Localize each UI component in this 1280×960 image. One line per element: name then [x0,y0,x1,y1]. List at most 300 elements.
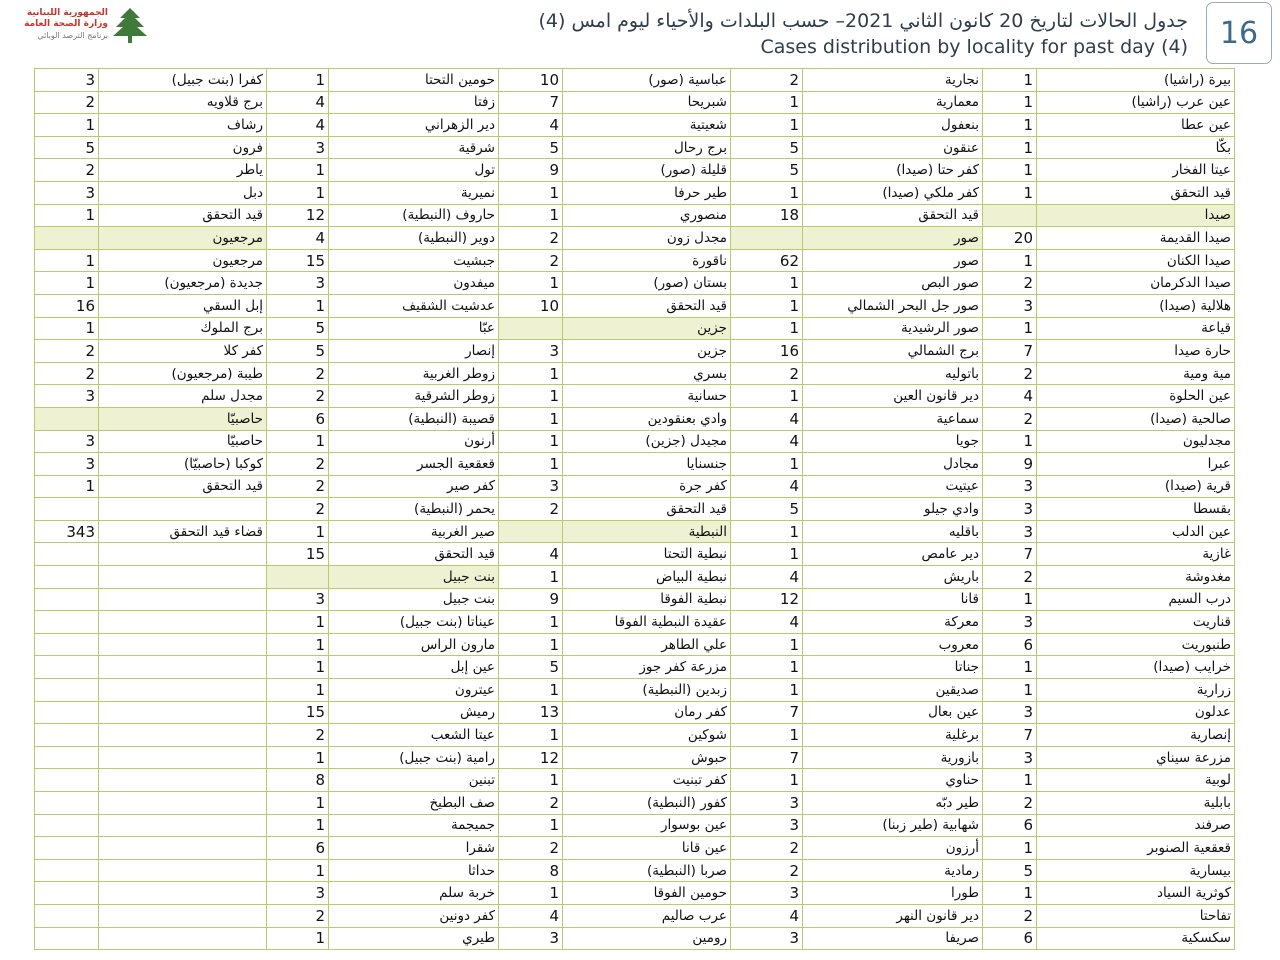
locality-cell: جناتا [803,656,983,679]
locality-cell: قياعة [1037,317,1235,340]
locality-cell: قيد التحقق [329,543,499,566]
case-count-cell: 1 [267,430,329,453]
locality-cell: قيد التحقق [99,204,267,227]
locality-cell [99,633,267,656]
locality-cell: عين إبل [329,656,499,679]
locality-cell: ميفدون [329,272,499,295]
locality-cell: حناوي [803,769,983,792]
case-count-cell: 1 [267,69,329,92]
locality-cell: قيد التحقق [1037,181,1235,204]
locality-cell [99,543,267,566]
locality-cell: مية ومية [1037,362,1235,385]
locality-cell: كفر تبنيت [563,769,731,792]
case-count-cell: 7 [983,543,1037,566]
locality-cell: منصوري [563,204,731,227]
case-count-cell [499,317,563,340]
ministry-logo [10,4,150,44]
locality-cell: دير قانون النهر [803,904,983,927]
case-count-cell: 16 [35,294,99,317]
case-count-cell: 2 [499,227,563,250]
case-count-cell: 12 [267,204,329,227]
locality-cell: صف البطيخ [329,792,499,815]
locality-cell: كفر دونين [329,904,499,927]
table-row [35,859,1235,882]
locality-cell: زبدين (النبطية) [563,679,731,702]
locality-cell: كفر حتا (صيدا) [803,159,983,182]
case-count-cell: 1 [983,769,1037,792]
locality-cell: وادي جيلو [803,498,983,521]
locality-cell: باقليه [803,520,983,543]
case-count-cell: 2 [983,792,1037,815]
locality-cell: خربة سلم [329,882,499,905]
locality-cell: قيد التحقق [563,498,731,521]
table-row [35,498,1235,521]
locality-cell: صور [803,249,983,272]
case-count-cell: 3 [731,927,803,950]
locality-cell: معركة [803,611,983,634]
locality-cell: عباسية (صور) [563,69,731,92]
case-count-cell [35,927,99,950]
logo-line-2: وزارة الصحة العامة [24,19,108,29]
case-count-cell: 9 [499,159,563,182]
locality-cell: عيتيت [803,475,983,498]
locality-cell: كفر صير [329,475,499,498]
locality-cell: قيد التحقق [99,475,267,498]
locality-cell: صيدا الكنان [1037,249,1235,272]
case-count-cell: 2 [35,91,99,114]
locality-cell: مجادل [803,453,983,476]
case-count-cell: 3 [731,792,803,815]
locality-cell: بيسارية [1037,859,1235,882]
table-row [35,430,1235,453]
table-row [35,701,1235,724]
locality-cell: كفر رمان [563,701,731,724]
table-row [35,543,1235,566]
table-row [35,317,1235,340]
case-count-cell: 1 [35,317,99,340]
locality-cell: حومين التحتا [329,69,499,92]
case-count-cell: 3 [731,882,803,905]
locality-cell: ياطر [99,159,267,182]
case-count-cell: 1 [983,317,1037,340]
locality-cell: باريش [803,566,983,589]
locality-cell: قانا [803,588,983,611]
case-count-cell: 1 [267,814,329,837]
case-count-cell: 1 [35,272,99,295]
table-row [35,204,1235,227]
case-count-cell: 7 [983,724,1037,747]
case-count-cell [35,769,99,792]
locality-cell: طير دبّه [803,792,983,815]
case-count-cell: 1 [499,633,563,656]
case-count-cell: 12 [499,746,563,769]
table-row [35,114,1235,137]
case-count-cell: 1 [983,159,1037,182]
case-count-cell: 4 [731,566,803,589]
case-count-cell: 1 [499,769,563,792]
table-row [35,904,1235,927]
case-count-cell: 1 [731,453,803,476]
locality-cell: برج الشمالي [803,340,983,363]
locality-cell: طير حرفا [563,181,731,204]
case-count-cell: 9 [499,588,563,611]
case-count-cell: 6 [267,407,329,430]
locality-cell: غازية [1037,543,1235,566]
case-count-cell: 5 [499,136,563,159]
table-row [35,227,1235,250]
locality-cell: برج الملوك [99,317,267,340]
page-number-badge [1206,2,1272,64]
locality-cell: صير الغربية [329,520,499,543]
locality-cell: كوثرية السياد [1037,882,1235,905]
case-count-cell: 1 [267,520,329,543]
locality-cell: شرقية [329,136,499,159]
locality-cell: معمارية [803,91,983,114]
case-count-cell: 3 [983,475,1037,498]
locality-cell [99,498,267,521]
case-count-cell: 1 [267,181,329,204]
locality-cell: مجدليون [1037,430,1235,453]
locality-cell: صور الرشيدية [803,317,983,340]
case-count-cell: 2 [267,904,329,927]
case-count-cell: 3 [267,882,329,905]
case-count-cell: 2 [499,249,563,272]
table-row [35,588,1235,611]
case-count-cell: 8 [499,859,563,882]
locality-cell [99,927,267,950]
case-count-cell: 1 [983,181,1037,204]
table-row [35,792,1235,815]
case-count-cell: 1 [499,724,563,747]
locality-cell: هلالية (صيدا) [1037,294,1235,317]
locality-cell: دير عامص [803,543,983,566]
case-count-cell: 18 [731,204,803,227]
case-count-cell: 2 [267,385,329,408]
case-count-cell [35,814,99,837]
locality-cell: صور البص [803,272,983,295]
locality-cell: مزرعة كفر جوز [563,656,731,679]
locality-cell: بابلية [1037,792,1235,815]
locality-cell: كفر ملكي (صيدا) [803,181,983,204]
case-count-cell: 3 [731,814,803,837]
locality-cell: جويا [803,430,983,453]
locality-cell: رميش [329,701,499,724]
case-count-cell: 3 [267,588,329,611]
case-count-cell: 2 [267,724,329,747]
locality-cell [99,882,267,905]
locality-cell [99,837,267,860]
locality-cell [99,769,267,792]
locality-cell: خرايب (صيدا) [1037,656,1235,679]
case-count-cell: 343 [35,520,99,543]
case-count-cell [35,227,99,250]
case-count-cell: 4 [731,407,803,430]
case-count-cell: 5 [983,859,1037,882]
locality-cell: مارون الراس [329,633,499,656]
case-count-cell [35,679,99,702]
case-count-cell [35,882,99,905]
case-count-cell: 4 [731,904,803,927]
locality-cell: كوكبا (حاصبيّا) [99,453,267,476]
locality-cell: كفرا (بنت جبيل) [99,69,267,92]
case-count-cell: 3 [35,430,99,453]
case-count-cell [35,859,99,882]
case-count-cell: 1 [267,656,329,679]
case-count-cell: 2 [731,859,803,882]
case-count-cell: 1 [499,385,563,408]
locality-cell: طيري [329,927,499,950]
case-count-cell [499,520,563,543]
locality-cell: شوكين [563,724,731,747]
district-header-cell: صور [803,227,983,250]
locality-cell: بنعفول [803,114,983,137]
locality-cell: عرب صاليم [563,904,731,927]
cases-table [34,68,1235,950]
case-count-cell: 1 [499,272,563,295]
table-row [35,181,1235,204]
table-row [35,746,1235,769]
district-header-cell: صيدا [1037,204,1235,227]
case-count-cell: 1 [731,633,803,656]
locality-cell: معروب [803,633,983,656]
case-count-cell: 1 [267,611,329,634]
case-count-cell: 3 [499,927,563,950]
locality-cell: رامية (بنت جبيل) [329,746,499,769]
case-count-cell: 2 [983,272,1037,295]
locality-cell: بنت جبيل [329,588,499,611]
locality-cell: نبطية البياض [563,566,731,589]
locality-cell: بكّا [1037,136,1235,159]
case-count-cell: 5 [267,317,329,340]
page-number: 16 [1219,15,1259,51]
table-row [35,249,1235,272]
locality-cell: شبريحا [563,91,731,114]
case-count-cell: 1 [983,249,1037,272]
case-count-cell [35,566,99,589]
locality-cell: صرفند [1037,814,1235,837]
locality-cell [99,566,267,589]
case-count-cell: 1 [35,204,99,227]
case-count-cell: 1 [983,430,1037,453]
locality-cell: قضاء قيد التحقق [99,520,267,543]
case-count-cell: 1 [731,724,803,747]
locality-cell: قصيبة (النبطية) [329,407,499,430]
locality-cell: بسري [563,362,731,385]
locality-cell: فرون [99,136,267,159]
case-count-cell: 9 [983,453,1037,476]
locality-cell: مجدل سلم [99,385,267,408]
case-count-cell: 4 [499,904,563,927]
locality-cell: علي الطاهر [563,633,731,656]
case-count-cell: 10 [499,69,563,92]
case-count-cell: 1 [499,362,563,385]
case-count-cell: 1 [499,407,563,430]
case-count-cell: 5 [499,656,563,679]
locality-cell: عين قانا [563,837,731,860]
locality-cell [99,701,267,724]
locality-cell: عيناتا (بنت جبيل) [329,611,499,634]
case-count-cell: 16 [731,340,803,363]
case-count-cell [35,633,99,656]
table-row [35,837,1235,860]
locality-cell: برغلية [803,724,983,747]
case-count-cell [35,543,99,566]
locality-cell: تول [329,159,499,182]
locality-cell: دير الزهراني [329,114,499,137]
case-count-cell: 15 [267,701,329,724]
locality-cell: دوير (النبطية) [329,227,499,250]
case-count-cell: 1 [731,385,803,408]
table-row [35,340,1235,363]
case-count-cell: 3 [983,520,1037,543]
locality-cell: إنصار [329,340,499,363]
case-count-cell: 2 [731,362,803,385]
case-count-cell: 7 [499,91,563,114]
case-count-cell: 1 [983,656,1037,679]
case-count-cell: 1 [983,882,1037,905]
case-count-cell: 1 [731,520,803,543]
case-count-cell: 1 [267,746,329,769]
locality-cell: عين بعال [803,701,983,724]
locality-cell: جزين [563,340,731,363]
case-count-cell: 15 [267,543,329,566]
case-count-cell [731,227,803,250]
case-count-cell [267,566,329,589]
case-count-cell: 2 [983,566,1037,589]
logo-line-3: برنامج الترصد الوبائي [37,31,108,40]
locality-cell [99,746,267,769]
locality-cell: قعقعية الجسر [329,453,499,476]
case-count-cell: 1 [267,294,329,317]
locality-cell [99,814,267,837]
case-count-cell: 5 [35,136,99,159]
case-count-cell: 1 [499,453,563,476]
case-count-cell: 1 [35,249,99,272]
locality-cell: وادي بعنقودين [563,407,731,430]
locality-cell: لوبية [1037,769,1235,792]
case-count-cell: 2 [983,362,1037,385]
case-count-cell: 2 [267,453,329,476]
case-count-cell: 5 [731,136,803,159]
locality-cell: مجيدل (جزين) [563,430,731,453]
locality-cell: حبوش [563,746,731,769]
locality-cell: جديدة (مرجعيون) [99,272,267,295]
case-count-cell: 6 [983,633,1037,656]
case-count-cell: 3 [499,340,563,363]
locality-cell: كفور (النبطية) [563,792,731,815]
case-count-cell [35,588,99,611]
case-count-cell: 4 [499,114,563,137]
case-count-cell [35,701,99,724]
table-row [35,407,1235,430]
case-count-cell: 1 [267,159,329,182]
locality-cell [99,588,267,611]
case-count-cell [35,724,99,747]
locality-cell: حومين الفوقا [563,882,731,905]
locality-cell: صيدا القديمة [1037,227,1235,250]
case-count-cell: 5 [731,498,803,521]
case-count-cell: 7 [731,701,803,724]
locality-cell: برج قلاويه [99,91,267,114]
case-count-cell [35,904,99,927]
case-count-cell: 3 [499,475,563,498]
locality-cell: عدلون [1037,701,1235,724]
case-count-cell: 2 [267,498,329,521]
case-count-cell: 1 [731,679,803,702]
table-row [35,814,1235,837]
case-count-cell: 5 [731,159,803,182]
title-english: Cases distribution by locality for past day (4) [760,36,1188,58]
case-count-cell: 4 [731,430,803,453]
locality-cell: دير قانون العين [803,385,983,408]
case-count-cell: 1 [731,317,803,340]
case-count-cell: 6 [983,814,1037,837]
locality-cell: باتوليه [803,362,983,385]
table-row [35,656,1235,679]
case-count-cell: 3 [35,453,99,476]
case-count-cell: 1 [499,430,563,453]
case-count-cell: 2 [983,904,1037,927]
locality-cell: أرنون [329,430,499,453]
table-row [35,69,1235,92]
locality-cell: مرجعيون [99,249,267,272]
locality-cell [99,792,267,815]
locality-cell: عين الدلب [1037,520,1235,543]
locality-cell [99,859,267,882]
table-row [35,769,1235,792]
locality-cell: طورا [803,882,983,905]
locality-cell: نميرية [329,181,499,204]
case-count-cell: 4 [731,611,803,634]
locality-cell: صريفا [803,927,983,950]
case-count-cell: 1 [499,814,563,837]
table-row [35,272,1235,295]
locality-cell: عيتا الشعب [329,724,499,747]
case-count-cell: 10 [499,294,563,317]
locality-cell: عبرا [1037,453,1235,476]
locality-cell: قعقعية الصنوبر [1037,837,1235,860]
case-count-cell: 1 [267,859,329,882]
locality-cell: جبشيت [329,249,499,272]
locality-cell: بستان (صور) [563,272,731,295]
case-count-cell: 1 [731,656,803,679]
district-header-cell: النبطية [563,520,731,543]
locality-cell: عين عرب (راشيا) [1037,91,1235,114]
locality-cell: كفر كلا [99,340,267,363]
locality-cell: بازورية [803,746,983,769]
locality-cell: مجدل زون [563,227,731,250]
case-count-cell: 1 [267,927,329,950]
locality-cell: زرارية [1037,679,1235,702]
locality-cell: شقرا [329,837,499,860]
locality-cell: تبنين [329,769,499,792]
locality-cell: صديقين [803,679,983,702]
case-count-cell: 2 [35,362,99,385]
logo-text [20,8,108,41]
table-row [35,520,1235,543]
locality-cell: جنسنايا [563,453,731,476]
locality-cell: قليلة (صور) [563,159,731,182]
case-count-cell: 2 [267,362,329,385]
case-count-cell: 1 [731,114,803,137]
locality-cell: بقسطا [1037,498,1235,521]
case-count-cell: 3 [267,272,329,295]
case-count-cell: 1 [731,272,803,295]
locality-cell: ناقورة [563,249,731,272]
case-count-cell: 1 [983,114,1037,137]
table-row [35,611,1235,634]
locality-cell: زوطر الغربية [329,362,499,385]
